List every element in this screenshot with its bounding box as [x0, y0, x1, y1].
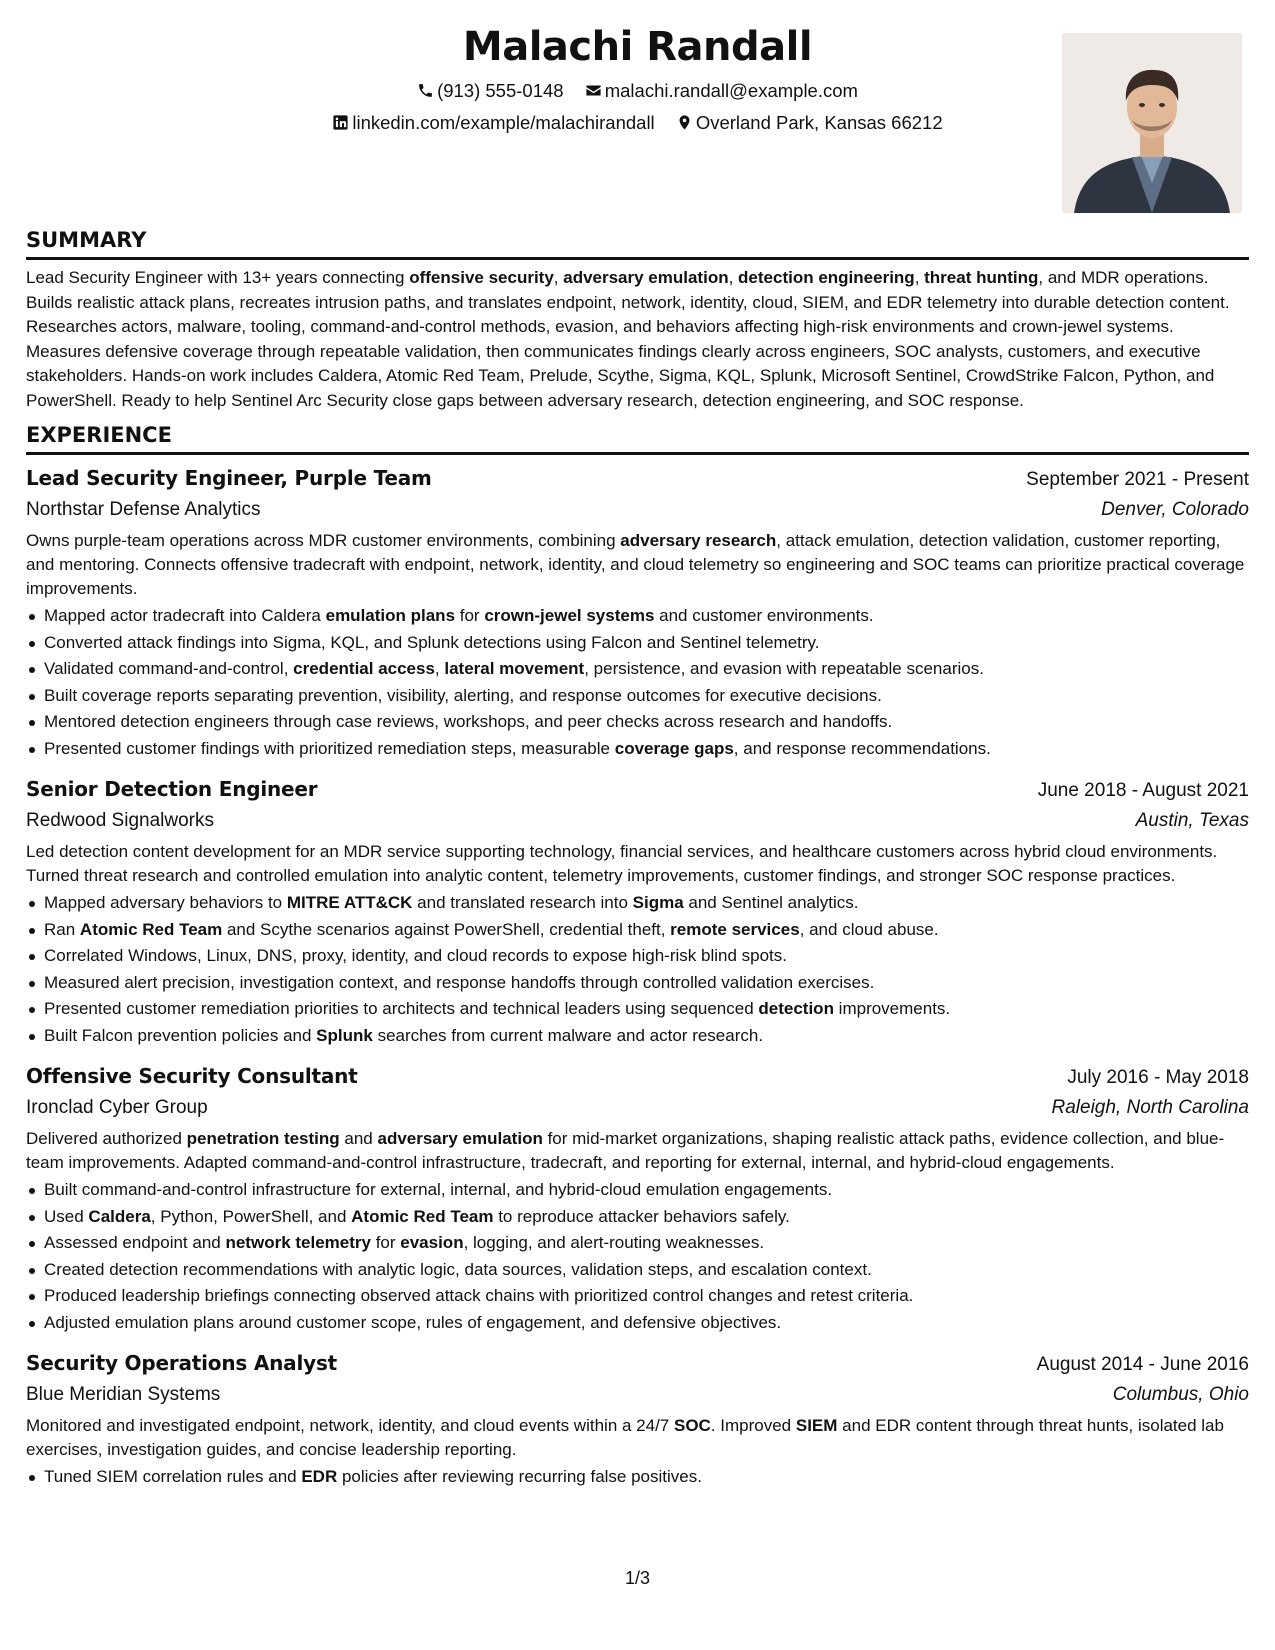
email-contact[interactable]: [585, 79, 858, 103]
summary-text: Lead Security Engineer with 13+ years connecting offensive security, adversary emulation, detection engineering, threat hunting, and MDR operations. Builds realistic attack plans, recreates intrusion paths, and translates endpoint, network, identity, cloud, SIEM, and EDR telemetry into durable detection content. Researches actors, malware, tooling, command-and-control methods, evasion, and behaviors affecting high-risk environments and crown-jewel systems. Measures defensive coverage through repeatable validation, then communicates findings clearly across engineers, SOC analysts, customers, and executive stakeholders. Hands-on work includes Caldera, Atomic Red Team, Prelude, Scythe, Sigma, KQL, Splunk, Microsoft Sentinel, CrowdStrike Falcon, Python, and PowerShell. Ready to help Sentinel Arc Security close gaps between adversary research, detection engineering, and SOC response.: [26, 268, 1230, 410]
page-number: 1/3: [624, 1568, 651, 1588]
bullet-item: Mentored detection engineers through case reviews, workshops, and peer checks across research and handoffs.: [44, 709, 1249, 736]
phone-icon: [417, 82, 434, 99]
linkedin-text[interactable]: linkedin.com/example/malachirandall: [352, 112, 655, 133]
job-bullets: [26, 603, 1249, 762]
location-contact: [676, 111, 943, 135]
bullet-item: Used Caldera, Python, PowerShell, and Atomic Red Team to reproduce attacker behaviors safely.: [44, 1204, 1249, 1231]
job-dates: June 2018 - August 2021: [1037, 780, 1249, 801]
phone-contact: [417, 79, 564, 103]
bullet-item: Validated command-and-control, credential access, lateral movement, persistence, and evasion with repeatable scenarios.: [44, 656, 1249, 683]
job-location: Denver, Colorado: [1101, 499, 1249, 520]
job-bullets: [26, 890, 1249, 1049]
job-entry: [26, 463, 1249, 762]
job-location: Columbus, Ohio: [1112, 1384, 1249, 1405]
profile-photo: [1062, 33, 1242, 213]
job-company: Northstar Defense Analytics: [26, 499, 261, 520]
job-description: Monitored and investigated endpoint, network, identity, and cloud events within a 24/7 SOC. Improved SIEM and EDR content through threat hunts, isolated lab exercises, investigation guides, and concise leadership reporting.: [26, 1416, 1224, 1459]
email-text[interactable]: malachi.randall@example.com: [604, 80, 858, 101]
experience-section: [26, 421, 1249, 1491]
bullet-item: Measured alert precision, investigation context, and response handoffs through controlled validation exercises.: [44, 970, 1249, 997]
job-entry: [26, 1348, 1249, 1491]
bullet-item: Produced leadership briefings connecting observed attack chains with prioritized control changes and retest criteria.: [44, 1283, 1249, 1310]
bullet-item: Adjusted emulation plans around customer scope, rules of engagement, and defensive objectives.: [44, 1310, 1249, 1337]
candidate-name: Malachi Randall: [462, 24, 813, 70]
bullet-item: Built command-and-control infrastructure for external, internal, and hybrid-cloud emulation engagements.: [44, 1177, 1249, 1204]
job-description: Led detection content development for an MDR service supporting technology, financial services, and healthcare customers across hybrid cloud environments. Turned threat research and controlled emulation into analytic content, telemetry improvements, customer findings, and stronger SOC response practices.: [26, 842, 1218, 885]
bullet-item: Ran Atomic Red Team and Scythe scenarios against PowerShell, credential theft, remote services, and cloud abuse.: [44, 917, 1249, 944]
bullet-item: Presented customer findings with prioritized remediation steps, measurable coverage gaps, and response recommendations.: [44, 736, 1249, 763]
resume-page: [26, 0, 1249, 1491]
linkedin-contact[interactable]: [332, 111, 654, 135]
map-pin-icon: [676, 114, 693, 131]
job-company: Blue Meridian Systems: [26, 1384, 221, 1405]
job-dates: August 2014 - June 2016: [1036, 1354, 1249, 1375]
bullet-item: Tuned SIEM correlation rules and EDR policies after reviewing recurring false positives.: [44, 1464, 1249, 1491]
summary-section: [26, 226, 1249, 413]
bullet-item: Correlated Windows, Linux, DNS, proxy, identity, and cloud records to expose high-risk blind spots.: [44, 943, 1249, 970]
job-bullets: [26, 1177, 1249, 1336]
job-entry: [26, 774, 1249, 1049]
job-title: Senior Detection Engineer: [26, 777, 318, 801]
location-text: Overland Park, Kansas 66212: [695, 112, 943, 133]
summary-heading: SUMMARY: [26, 226, 1249, 260]
bullet-item: Mapped adversary behaviors to MITRE ATT&CK and translated research into Sigma and Sentinel analytics.: [44, 890, 1249, 917]
job-company: Ironclad Cyber Group: [26, 1097, 208, 1118]
job-bullets: [26, 1464, 1249, 1491]
job-location: Raleigh, North Carolina: [1051, 1097, 1249, 1118]
bullet-item: Built Falcon prevention policies and Splunk searches from current malware and actor research.: [44, 1023, 1249, 1050]
bullet-item: Converted attack findings into Sigma, KQL, and Splunk detections using Falcon and Sentinel telemetry.: [44, 630, 1249, 657]
bullet-item: Mapped actor tradecraft into Caldera emulation plans for crown-jewel systems and customer environments.: [44, 603, 1249, 630]
linkedin-icon: [332, 114, 349, 131]
envelope-icon: [585, 82, 602, 99]
job-location: Austin, Texas: [1135, 810, 1249, 831]
job-dates: September 2021 - Present: [1026, 469, 1249, 490]
job-description: Owns purple-team operations across MDR customer environments, combining adversary research, attack emulation, detection validation, customer reporting, and mentoring. Connects offensive tradecraft with endpoint, network, identity, and cloud telemetry so engineering and SOC teams can prioritize practical coverage improvements.: [26, 531, 1245, 598]
phone-text: (913) 555-0148: [437, 80, 564, 101]
experience-heading: EXPERIENCE: [26, 421, 1249, 455]
bullet-item: Created detection recommendations with analytic logic, data sources, validation steps, and escalation context.: [44, 1257, 1249, 1284]
job-entry: [26, 1061, 1249, 1336]
job-title: Security Operations Analyst: [26, 1351, 338, 1375]
job-company: Redwood Signalworks: [26, 810, 214, 831]
job-dates: July 2016 - May 2018: [1067, 1067, 1249, 1088]
job-description: Delivered authorized penetration testing and adversary emulation for mid-market organizations, shaping realistic attack paths, evidence collection, and blue-team improvements. Adapted command-and-control infrastructure, tradecraft, and reporting for external, internal, and hybrid-cloud engagements.: [26, 1129, 1225, 1172]
resume-header: [26, 0, 1249, 218]
bullet-item: Presented customer remediation priorities to architects and technical leaders using sequenced detection improvements.: [44, 996, 1249, 1023]
job-title: Offensive Security Consultant: [26, 1064, 358, 1088]
job-title: Lead Security Engineer, Purple Team: [26, 466, 432, 490]
bullet-item: Assessed endpoint and network telemetry for evasion, logging, and alert-routing weaknesses.: [44, 1230, 1249, 1257]
bullet-item: Built coverage reports separating prevention, visibility, alerting, and response outcomes for executive decisions.: [44, 683, 1249, 710]
